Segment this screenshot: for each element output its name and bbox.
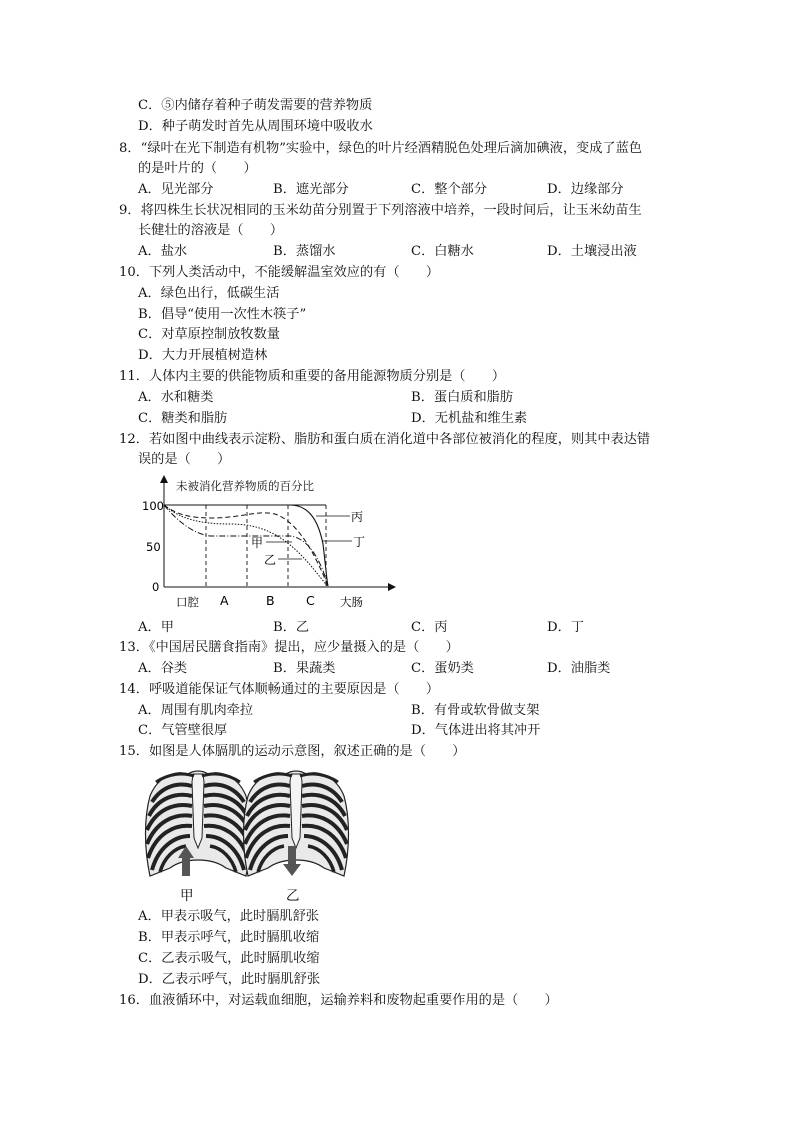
- q13-option-d: D．油脂类: [547, 661, 611, 676]
- q10-option-b: B．倡导“使用一次性木筷子”: [138, 307, 307, 322]
- q10-stem: 10．下列人类活动中，不能缓解温室效应的有（ ）: [119, 265, 440, 280]
- q9-option-a: A．盐水: [138, 244, 188, 259]
- q12-option-a: A．甲: [138, 620, 174, 635]
- q8-stem-line1: 8．“绿叶在光下制造有机物”实验中，绿色的叶片经酒精脱色处理后滴加碘液，变成了蓝色: [119, 141, 642, 156]
- q13-option-a: A．谷类: [138, 661, 188, 676]
- q12-option-c: C．丙: [411, 620, 448, 635]
- q11-option-c: C．糖类和脂肪: [138, 411, 228, 426]
- figure-label-jia: 甲: [180, 888, 194, 904]
- q8-option-b: B．遮光部分: [273, 182, 349, 197]
- x-label-a: A: [220, 593, 229, 608]
- q9-option-c: C．白糖水: [411, 244, 474, 259]
- ribcage-figure: [138, 768, 358, 906]
- q16-stem: 16．血液循环中，对运载血细胞，运输养料和废物起重要作用的是（ ）: [119, 993, 558, 1008]
- q15-option-a: A．甲表示吸气，此时膈肌舒张: [138, 909, 319, 924]
- q12-stem-line1: 12．若如图中曲线表示淀粉、脂肪和蛋白质在消化道中各部位被消化的程度，则其中表达错: [119, 432, 651, 447]
- q11-option-b: B．蛋白质和脂肪: [411, 390, 514, 405]
- q11-option-d: D．无机盐和维生素: [411, 411, 528, 426]
- q12-stem-line2: 误的是（ ）: [138, 452, 231, 467]
- q13-option-b: B．果蔬类: [273, 661, 336, 676]
- y-tick-0: 0: [152, 580, 160, 594]
- y-axis-arrow: [160, 475, 168, 483]
- q15-option-b: B．甲表示呼气，此时膈肌收缩: [138, 930, 320, 945]
- series-label-ding: 丁: [353, 535, 366, 549]
- q13-stem: 13．《中国居民膳食指南》提出，应少量摄入的是（ ）: [119, 640, 459, 655]
- q11-option-a: A．水和糖类: [138, 390, 214, 405]
- x-label-b: B: [266, 593, 275, 608]
- curve-jia: [164, 505, 328, 586]
- q10-option-c: C．对草原控制放牧数量: [138, 327, 280, 342]
- q9-stem-line2: 长健壮的溶液是（ ）: [138, 223, 284, 238]
- q12-option-d: D．丁: [547, 620, 584, 635]
- x-label-colon: 大肠: [340, 595, 363, 609]
- chart-title: 未被消化营养物质的百分比: [176, 479, 314, 493]
- y-tick-50: 50: [146, 540, 161, 554]
- q15-stem: 15．如图是人体膈肌的运动示意图，叙述正确的是（ ）: [119, 744, 466, 759]
- curve-ding: [164, 505, 328, 586]
- digestion-chart: [140, 474, 405, 614]
- q10-option-d: D．大力开展植树造林: [138, 348, 268, 363]
- q14-option-a: A．周围有肌肉牵拉: [138, 703, 254, 718]
- q14-option-c: C．气管壁很厚: [138, 723, 228, 738]
- q8-option-d: D．边缘部分: [547, 182, 624, 197]
- q9-option-d: D．土壤浸出液: [547, 244, 637, 259]
- curve-bing: [164, 505, 328, 586]
- q10-option-a: A．绿色出行，低碳生活: [138, 286, 280, 301]
- q11-stem: 11．人体内主要的供能物质和重要的备用能源物质分别是（ ）: [119, 369, 506, 384]
- q7-option-c: C．⑤内储存着种子萌发需要的营养物质: [138, 98, 373, 113]
- q15-option-c: C．乙表示吸气，此时膈肌收缩: [138, 951, 320, 966]
- q14-option-d: D．气体进出将其冲开: [411, 723, 541, 738]
- series-label-yi: 乙: [264, 553, 277, 567]
- q13-option-c: C．蛋奶类: [411, 661, 474, 676]
- curve-yi: [164, 505, 328, 586]
- q14-option-b: B．有骨或软骨做支架: [411, 703, 540, 718]
- figure-label-yi: 乙: [286, 888, 300, 904]
- ribcage-left: [146, 771, 251, 876]
- q14-stem: 14．呼吸道能保证气体顺畅通过的主要原因是（ ）: [119, 682, 440, 697]
- q8-option-a: A．见光部分: [138, 182, 214, 197]
- q12-option-b: B．乙: [273, 620, 310, 635]
- q9-stem-line1: 9．将四株生长状况相同的玉米幼苗分别置于下列溶液中培养，一段时间后，让玉米幼苗生: [119, 203, 642, 218]
- q15-option-d: D．乙表示呼气，此时膈肌舒张: [138, 972, 321, 987]
- y-tick-100: 100: [142, 499, 164, 513]
- series-label-bing: 丙: [351, 510, 364, 524]
- q8-option-c: C．整个部分: [411, 182, 488, 197]
- x-label-mouth: 口腔: [176, 595, 199, 609]
- series-label-jia: 甲: [251, 536, 264, 550]
- x-label-c: C: [306, 593, 315, 608]
- q7-option-d: D．种子萌发时首先从周围环境中吸收水: [138, 119, 373, 134]
- x-axis-arrow: [388, 583, 396, 591]
- q9-option-b: B．蒸馏水: [273, 244, 336, 259]
- q8-stem-line2: 的是叶片的（ ）: [138, 161, 257, 176]
